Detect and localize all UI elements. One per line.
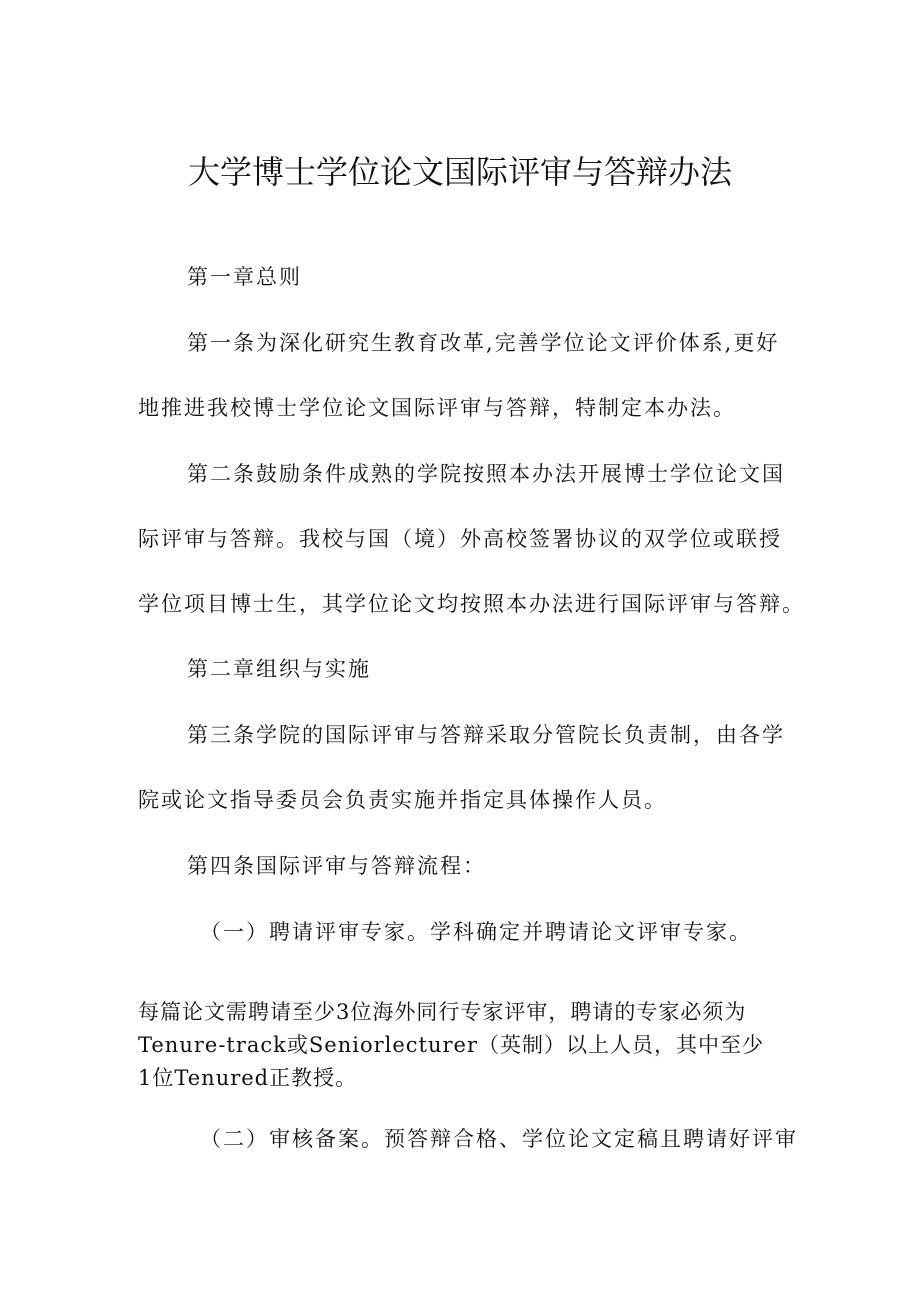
paragraph-line: 院或论文指导委员会负责实施并指定具体操作人员。 [138, 788, 667, 812]
paragraph-line: 第三条学院的国际评审与答辩采取分管院长负责制，由各学 [187, 723, 785, 747]
paragraph-line: 每篇论文需聘请至少3位海外同行专家评审，聘请的专家必须为 [138, 1000, 747, 1024]
paragraph-line: 第四条国际评审与答辩流程： [187, 854, 486, 878]
paragraph-line: 际评审与答辩。我校与国（境）外高校签署协议的双学位或联授 [138, 527, 782, 551]
paragraph-line: 学位项目博士生，其学位论文均按照本办法进行国际评审与答辩。 [138, 592, 805, 616]
document-title: 大学博士学位论文国际评审与答辩办法 [187, 153, 732, 191]
paragraph-line: 第一条为深化研究生教育改革,完善学位论文评价体系,更好 [187, 331, 780, 355]
chapter-heading: 第二章组织与实施 [187, 657, 371, 681]
paragraph-line: 1位Tenured正教授。 [138, 1066, 358, 1090]
list-item-line: （一）聘请评审专家。学科确定并聘请论文评审专家。 [200, 920, 752, 944]
paragraph-line: Tenure-track或Seniorlecturer（英制）以上人员，其中至少 [138, 1033, 765, 1057]
chapter-heading: 第一章总则 [187, 265, 302, 289]
paragraph-line: 第二条鼓励条件成熟的学院按照本办法开展博士学位论文国 [187, 462, 785, 486]
paragraph-line: 地推进我校博士学位论文国际评审与答辩，特制定本办法。 [138, 396, 736, 420]
list-item-line: （二）审核备案。预答辩合格、学位论文定稿且聘请好评审 [200, 1127, 798, 1151]
